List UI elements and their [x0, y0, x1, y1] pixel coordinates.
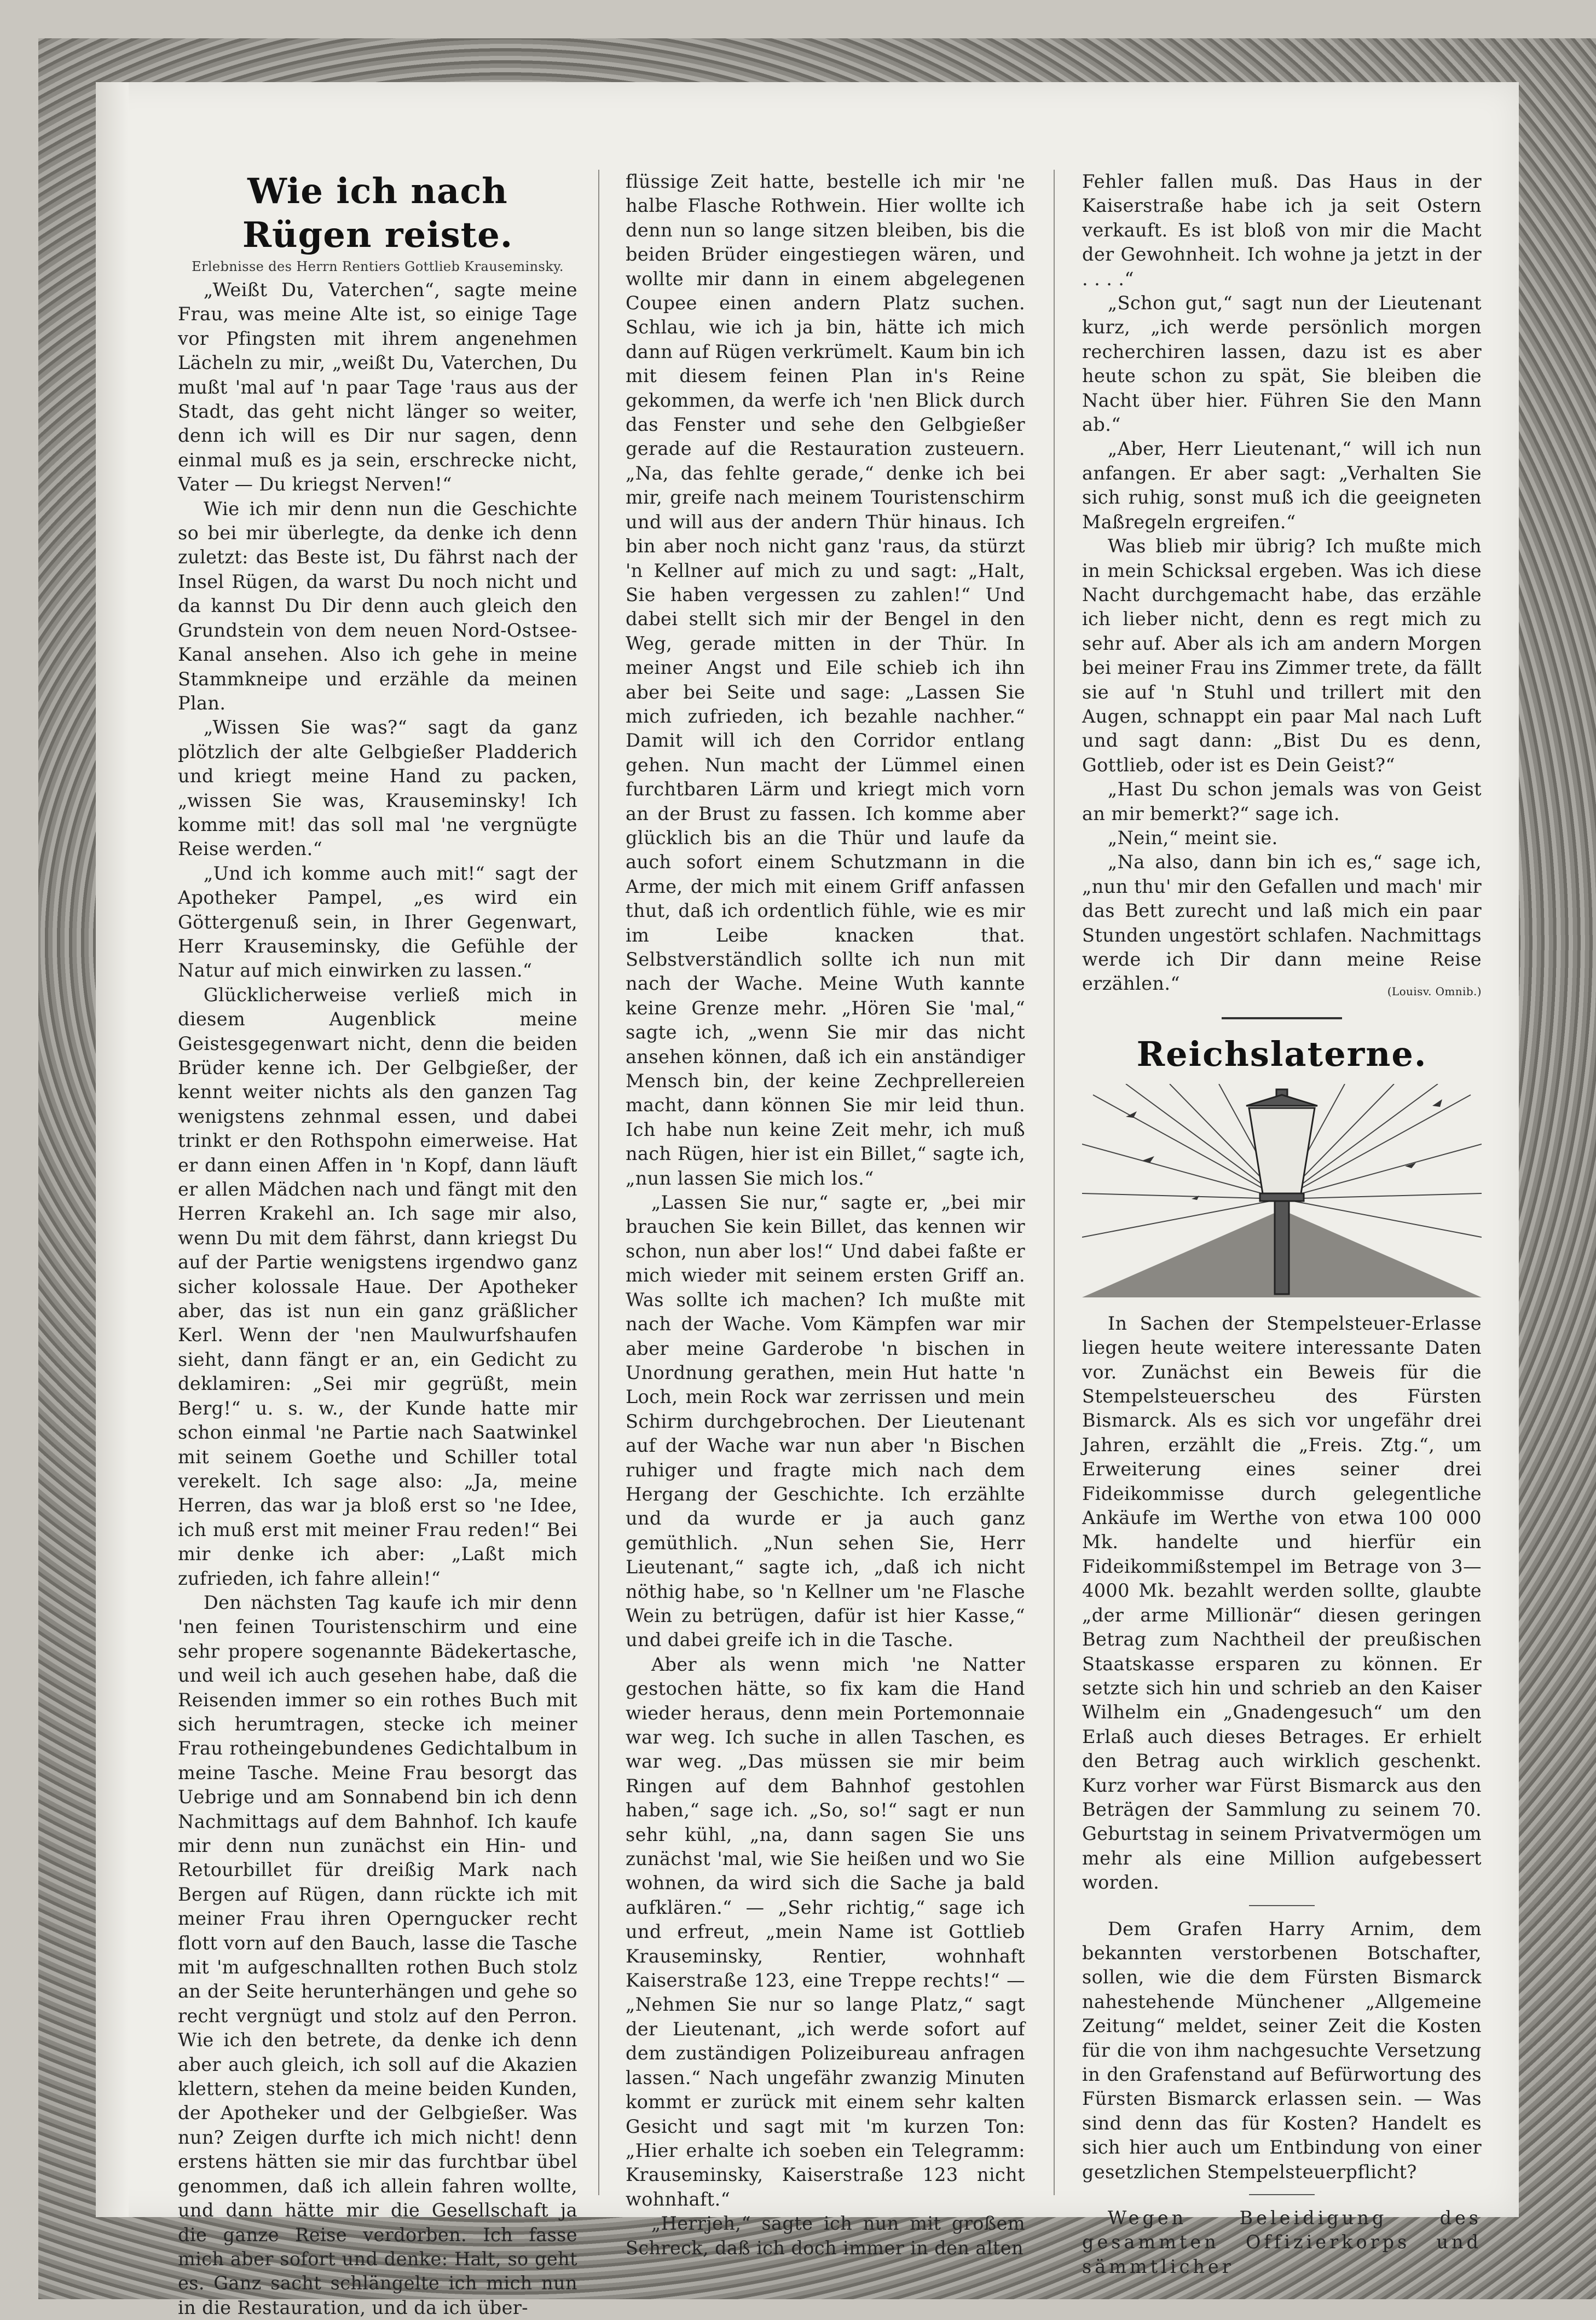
column-1: [178, 170, 577, 2320]
column-divider: [1054, 170, 1055, 2195]
paragraph: [1082, 850, 1482, 999]
paragraph: „Wissen Sie was?“ sagt da ganz plötzlich der alte Gelbgießer Pladderich und kriegt meine Hand zu packen, „wissen Sie was, Krauseminsky! Ich komme mit! das soll mal 'ne vergnügte Reise werden.“: [178, 717, 577, 860]
section-heading: Reichslaterne.: [1136, 1034, 1427, 1074]
paragraph: „Aber, Herr Lieutenant,“ will ich nun anfangen. Er aber sagt: „Verhalten Sie sich ruhig, sonst muß ich die geeigneten Maßregeln ergreifen.“: [1082, 438, 1482, 533]
article-title: Wie ich nach Rügen reiste.: [242, 171, 513, 256]
paragraph: „Hast Du schon jemals was von Geist an mir bemerkt?“ sage ich.: [1082, 778, 1482, 824]
paragraph: Den nächsten Tag kaufe ich mir denn 'nen feinen Touristenschirm und eine sehr propere sogenannte Bädekertasche, und weil ich auch gesehen habe, daß die Reisenden immer so ein rothes Buch mit sich herumtragen, stecke ich meiner Frau rotheingebundenes Gedichtalbum in meine Tasche. Meine Frau besorgt das Uebrige und am Sonnabend bin ich denn Nachmittags auf dem Bahnhof. Ich kaufe mir denn nun zunächst ein Hin- und Retourbillet für dreißig Mark nach Bergen auf Rügen, dann rückte ich mit meiner Frau ihren Operngucker recht flott vorn auf den Bauch, lasse die Tasche mit 'm aufgeschnallten rothen Buch stolz an der Seite herunterhängen und gehe so recht vergnügt und stolz auf den Perron. Wie ich den betrete, da denke ich denn aber auch gleich, ich soll auf die Akazien klettern, stehen da meine beiden Kunden, der Apotheker und der Gelbgießer. Was nun? Zeigen durfte ich mich nicht! denn erstens hätten sie mir das furchtbar übel genommen, daß ich allein fahren wollte, und dann hätte mir die Gesellschaft ja die ganze Reise verdorben. Ich fasse mich aber sofort und denke: Halt, so geht es. Ganz sacht schlängelte ich mich nun in die Restauration, und da ich über-: [178, 1591, 577, 2318]
section-separator: [1222, 1017, 1342, 1019]
paragraph: „Lassen Sie nur,“ sagte er, „bei mir brauchen Sie kein Billet, das kennen wir schon, nun aber los!“ Und dabei faßte er mich wieder mit seinem ersten Griff an. Was sollte ich machen? Ich mußte mit nach der Wache. Vom Kämpfen war mir aber meine Garderobe 'n bischen in Unordnung gerathen, mein Hut hatte 'n Loch, mein Rock war zerrissen und mein Schirm durchgebrochen. Der Lieutenant auf der Wache war nun aber 'n Bischen ruhiger und fragte mich nach dem Hergang der Geschichte. Ich erzählte und da wurde er ja auch ganz gemüthlich. „Nun sehen Sie, Herr Lieutenant,“ sagte ich, „daß ich nicht nöthig habe, so 'n Kellner um 'ne Flasche Wein zu betrügen, dafür ist hier Kasse,“ und dabei greife ich in die Tasche.: [626, 1192, 1025, 1651]
column-3: [1082, 170, 1482, 2279]
paragraph: Wegen Beleidigung des gesammten Offizierkorps und sämmtlicher: [1082, 2207, 1482, 2277]
paragraph: Glücklicherweise verließ mich in diesem Augenblick meine Geistesgegenwart nicht, denn die beiden Brüder kenne ich. Der Gelbgießer, der kennt weiter nichts als den ganzen Tag wenigstens zehnmal essen, und dabei trinkt er den Rothspohn eimerweise. Hat er dann einen Affen in 'n Kopf, dann läuft er allen Mädchen nach und fängt mit den Herren Krakehl an. Ich sage mir also, wenn Du mit dem fährst, dann kriegst Du auf der Partie wenigstens irgendwo ganz sicher kolossale Haue. Der Apotheker aber, das ist nun ein ganz gräßlicher Kerl. Wenn der 'nen Maulwurfshaufen sieht, dann fängt er an, ein Gedicht zu deklamiren: „Sei mir gegrüßt, mein Berg!“ u. s. w., der Kunde hatte mir schon einmal 'ne Partie nach Saatwinkel mit seinem Goethe und Schiller total verekelt. Ich sage also: „Ja, meine Herren, das war ja bloß erst so 'ne Idee, ich muß erst mit meiner Frau reden!“ Bei mir denke ich aber: „Laßt mich zufrieden, ich fahre allein!“: [178, 984, 577, 1589]
source-note: (Louisv. Omnib.): [1387, 985, 1482, 999]
street-lamp-illustration: [1082, 1084, 1482, 1297]
paragraph: Dem Grafen Harry Arnim, dem bekannten verstorbenen Botschafter, sollen, wie die dem Fürsten Bismarck nahestehende Münchener „Allgemeine Zeitung“ meldet, seiner Zeit die Kosten für die von ihm nachgesuchte Versetzung in den Grafenstand auf Befürwortung des Fürsten Bismarck erlassen sein. — Was sind denn das für Kosten? Handelt es sich hier auch um Entbindung von einer gesetzlichen Stempelsteuerpflicht?: [1082, 1918, 1482, 2183]
paragraph: flüssige Zeit hatte, bestelle ich mir 'ne halbe Flasche Rothwein. Hier wollte ich denn nun so lange sitzen bleiben, bis die beiden Brüder eingestiegen wären, und wollte mir dann in einem abgelegenen Coupee einen andern Platz suchen. Schlau, wie ich ja bin, hätte ich mich dann auf Rügen verkrümelt. Kaum bin ich mit diesem feinen Plan in's Reine gekommen, da werfe ich 'nen Blick durch das Fenster und sehe den Gelbgießer gerade auf die Restauration zusteuern. „Na, das fehlte gerade,“ denke ich bei mir, greife nach meinem Touristenschirm und will aus der andern Thür hinaus. Ich bin aber noch nicht ganz 'raus, da stürzt 'n Kellner auf mich zu und sagt: „Halt, Sie haben vergessen zu zahlen!“ Und dabei stellt sich mir der Bengel in den Weg, gerade mitten in der Thür. In meiner Angst und Eile schieb ich ihn aber bei Seite und sage: „Lassen Sie mich zufrieden, ich bezahle nachher.“ Damit will ich den Corridor entlang gehen. Nun macht der Lümmel einen furchtbaren Lärm und kriegt mich vorn an der Brust zu fassen. Ich komme aber glücklich bis an die Thür und laufe da auch sofort einem Schutzmann in die Arme, der mich mit einem Griff anfassen thut, daß ich ordentlich fühle, wie es mir im Leibe knacken that. Selbstverständlich sollte ich nun mit nach der Wache. Meine Wuth kannte keine Grenze mehr. „Hören Sie 'mal,“ sagte ich, „wenn Sie mir das nicht ansehen können, daß ich ein anständiger Mensch bin, der keine Zechprellereien macht, dann können Sie mir leid thun. Ich habe nun keine Zeit mehr, ich muß nach Rügen, hier ist ein Billet,“ sagte ich, „nun lassen Sie mich los.“: [626, 171, 1025, 1189]
paragraph: „Schon gut,“ sagt nun der Lieutenant kurz, „ich werde persönlich morgen recherchiren lassen, dazu ist es aber heute schon zu spät, Sie bleiben die Nacht über hier. Führen Sie den Mann ab.“: [1082, 292, 1482, 436]
paragraph: „Und ich komme auch mit!“ sagt der Apotheker Pampel, „es wird ein Göttergenuß sein, in Ihrer Gegenwart, Herr Krauseminsky, die Gefühle der Natur auf mich einwirken zu lassen.“: [178, 862, 577, 982]
short-separator: [1249, 1905, 1315, 1906]
article-subtitle: Erlebnisse des Herrn Rentiers Gottlieb Krauseminsky.: [192, 259, 564, 274]
paragraph: Was blieb mir übrig? Ich mußte mich in mein Schicksal ergeben. Was ich diese Nacht durchgemacht habe, das erzähle ich lieber nicht, denn es regt mich zu sehr auf. Aber als ich am andern Morgen bei meiner Frau ins Zimmer trete, da fällt sie auf 'n Stuhl und trillert mit den Augen, schnappt ein paar Mal nach Luft und sagt dann: „Bist Du es denn, Gottlieb, oder ist es Dein Geist?“: [1082, 535, 1482, 776]
newspaper-page: [96, 82, 1519, 2318]
paragraph: Fehler fallen muß. Das Haus in der Kaiserstraße habe ich ja seit Ostern verkauft. Es ist bloß von mir die Macht der Gewohnheit. Ich wohne ja jetzt in der . . . .“: [1082, 171, 1482, 290]
paragraph: „Weißt Du, Vaterchen“, sagte meine Frau, was meine Alte ist, so einige Tage vor Pfingsten mit ihrem angenehmen Lächeln zu mir, „weißt Du, Vaterchen, Du mußt 'mal auf 'n paar Tage 'raus aus der Stadt, das geht nicht länger so weiter, denn ich will es Dir nur sagen, denn einmal muß es ja sein, erschrecke nicht, Vater — Du kriegst Nerven!“: [178, 279, 577, 495]
paragraph-text: „Na also, dann bin ich es,“ sage ich, „nun thu' mir den Gefallen und mach' mir das Bett zurecht und laß mich ein paar Stunden ungestört schlafen. Nachmittags werde ich Dir dann meine Reise erzählen.“: [1082, 851, 1482, 995]
column-2: [626, 170, 1025, 2260]
paragraph: Aber als wenn mich 'ne Natter gestochen hätte, so fix kam die Hand wieder heraus, denn mein Portemonnaie war weg. Ich suche in allen Taschen, es war weg. „Das müssen sie mir beim Ringen auf dem Bahnhof gestohlen haben,“ sage ich. „So, so!“ sagt er nun sehr kühl, „na, dann sagen Sie uns zunächst 'mal, wie Sie heißen und wo Sie wohnen, da wird sich die Sache ja bald aufklären.“ — „Sehr richtig,“ sage ich und erfreut, „mein Name ist Gottlieb Krauseminsky, Rentier, wohnhaft Kaiserstraße 123, eine Treppe rechts!“ — „Nehmen Sie nur so lange Platz,“ sagt der Lieutenant, „ich werde sofort auf dem zuständigen Polizeibureau anfragen lassen.“ Nach ungefähr zwanzig Minuten kommt er zurück mit einem sehr kalten Gesicht und sagt mit 'm kurzen Ton: „Hier erhalte ich soeben ein Telegramm: Krauseminsky, Kaiserstraße 123 nicht wohnhaft.“: [626, 1653, 1025, 2210]
paragraph: In Sachen der Stempelsteuer-Erlasse liegen heute weitere interessante Daten vor. Zunächst ein Beweis für die Stempelsteuerscheu des Fürsten Bismarck. Als es sich vor ungefähr drei Jahren, erzählt die „Freis. Ztg.“, um Erweiterung eines seiner drei Fideikommisse durch gelegentliche Ankäufe im Werthe von etwa 100 000 Mk. handelte und hierfür ein Fideikommißstempel im Betrage von 3—4000 Mk. bezahlt werden sollte, glaubte „der arme Millionär“ diesen geringen Betrag zum Nachtheil der preußischen Staatskasse ersparen zu können. Er setzte sich hin und schrieb an den Kaiser Wilhelm ein „Gnadengesuch“ um den Erlaß auch dieses Betrages. Er erhielt den Betrag auch wirklich geschenkt. Kurz vorher war Fürst Bismarck aus den Beträgen der Sammlung zu seinem 70. Geburtstag in seinem Privatvermögen um mehr als eine Million aufgebessert worden.: [1082, 1312, 1482, 1894]
paragraph: „Herrjeh,“ sagte ich nun mit großem Schreck, daß ich doch immer in den alten: [626, 2213, 1025, 2259]
short-separator: [1249, 2194, 1315, 2195]
paragraph: „Nein,“ meint sie.: [1107, 827, 1278, 849]
page-binding-shadow: [96, 82, 129, 2217]
paragraph: Wie ich mir denn nun die Geschichte so bei mir überlegte, da denke ich denn zuletzt: das Beste ist, Du fährst nach der Insel Rügen, da warst Du noch nicht und da kannst Du Dir denn auch gleich den Grundstein von dem neuen Nord-Ostsee-Kanal ansehen. Also ich gehe in meine Stammkneipe und erzähle da meinen Plan.: [178, 498, 577, 714]
column-divider: [598, 170, 599, 2195]
